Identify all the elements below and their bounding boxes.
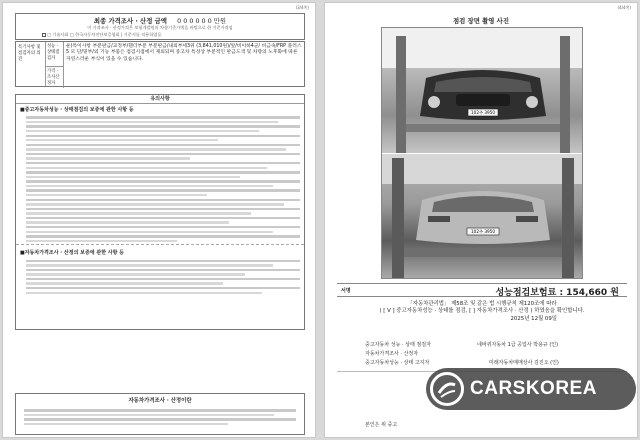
inspection-photo-rear: [382, 153, 582, 278]
appraiser-signature-row: [365, 350, 605, 358]
page-number: (3/4쪽): [295, 5, 309, 10]
final-price-title: 최종 가격조사 · 산정 금액 0 0 0 0 0 0 만원: [93, 17, 227, 25]
standard-options: □ 기술사회 □ 한국자동차진단보증협회 | 기준서를 적용하였음: [16, 32, 304, 38]
license-plate-front: 102주 3950: [470, 110, 496, 115]
legal-statement: [337, 301, 627, 323]
insurance-fee-bar: [337, 283, 627, 297]
signature-label: 서명: [341, 288, 351, 294]
inspector-label: 성능 · 상태점검자: [46, 42, 64, 66]
photo-title: 점검 장면 촬영 사진: [452, 17, 510, 25]
appraisal-definition-title: 자동차가격조사 · 산정이란: [128, 398, 192, 404]
inspection-photo-front: [382, 28, 582, 153]
appraisal-definition-box: [15, 393, 305, 435]
special-notes-text: 운)특이사항 부분판금/교정부/휀더부분 부분판금/내외부세3위 (3,841,010원)/앞/비이하4군/ 비금속/FRP 플러스5 모 단/밑부/외 기능 부품은 점검시점에서 제외되며 중고차 특성상 부분적인 판금도색 및 차량의 노후화에 따른 자연스러운 부식이 있을 수 있습니다.: [66, 44, 302, 62]
notifier-name: 미래자동차매매상사 김진오 (인): [489, 360, 559, 366]
carskorea-logo-icon: [430, 372, 464, 406]
inspector-role: 중고자동차 성능 · 상태 점검자: [365, 342, 431, 348]
price-section-title: ■자동차가격조사 · 산정의 보증에 관한 사항 등: [20, 250, 125, 257]
carskorea-watermark: [426, 368, 636, 410]
notifier-signature-row: [365, 359, 605, 367]
inspection-photos: [381, 27, 583, 279]
price-text-block: [16, 260, 304, 294]
issue-date: 2025년 12월 09일: [510, 315, 557, 322]
carskorea-brand-text: CARSKOREA: [470, 378, 597, 399]
warranty-text-block: [16, 116, 304, 242]
notice-section: [15, 94, 305, 330]
notice-heading: 유의사항: [16, 95, 304, 104]
inspector-signature-row: [365, 341, 605, 349]
page-number: (4/4쪽): [617, 5, 631, 10]
legal-line-1: 「자동차관리법」 제58조 및 같은 법 시행규칙 제120조에 따라: [407, 301, 557, 307]
special-notes-table: [15, 41, 305, 87]
price-basis-note: 이 가격조사 · 산정가격은 보험개발원의 차량기준가액을 바탕으로 한 기준가격임: [87, 25, 233, 30]
warranty-section-title: ■중고자동차성능 · 상태점검의 보증에 관한 사항 등: [20, 107, 134, 113]
appraiser-role: 자동차가격조사 · 산정자: [365, 351, 419, 357]
final-price-box: [15, 13, 305, 40]
insurance-fee: 성능점검보험료 : 154,660 원: [495, 288, 619, 298]
license-plate-rear: 102주 3950: [470, 229, 496, 234]
inspector-name: 네바퀴자동차 1급 공업사 박용규 (인): [477, 342, 559, 348]
special-notes-label: 특기사항 및 점검자의 의견: [16, 42, 46, 86]
left-document-page: [2, 2, 316, 438]
appraiser-label: 가격 · 조사산정자: [46, 66, 64, 88]
checkbox-icon: [42, 33, 46, 37]
footer-note: 본인은 위 중고: [365, 422, 398, 428]
legal-line-2: ( [ V ] 중고자동차성능 · 상태를 점검, [ ] 자동차가격조사 · 산정 ) 하였음을 확인합니다.: [379, 308, 585, 315]
notifier-role: 중고자동차성능 · 상태 고지자: [365, 360, 430, 366]
